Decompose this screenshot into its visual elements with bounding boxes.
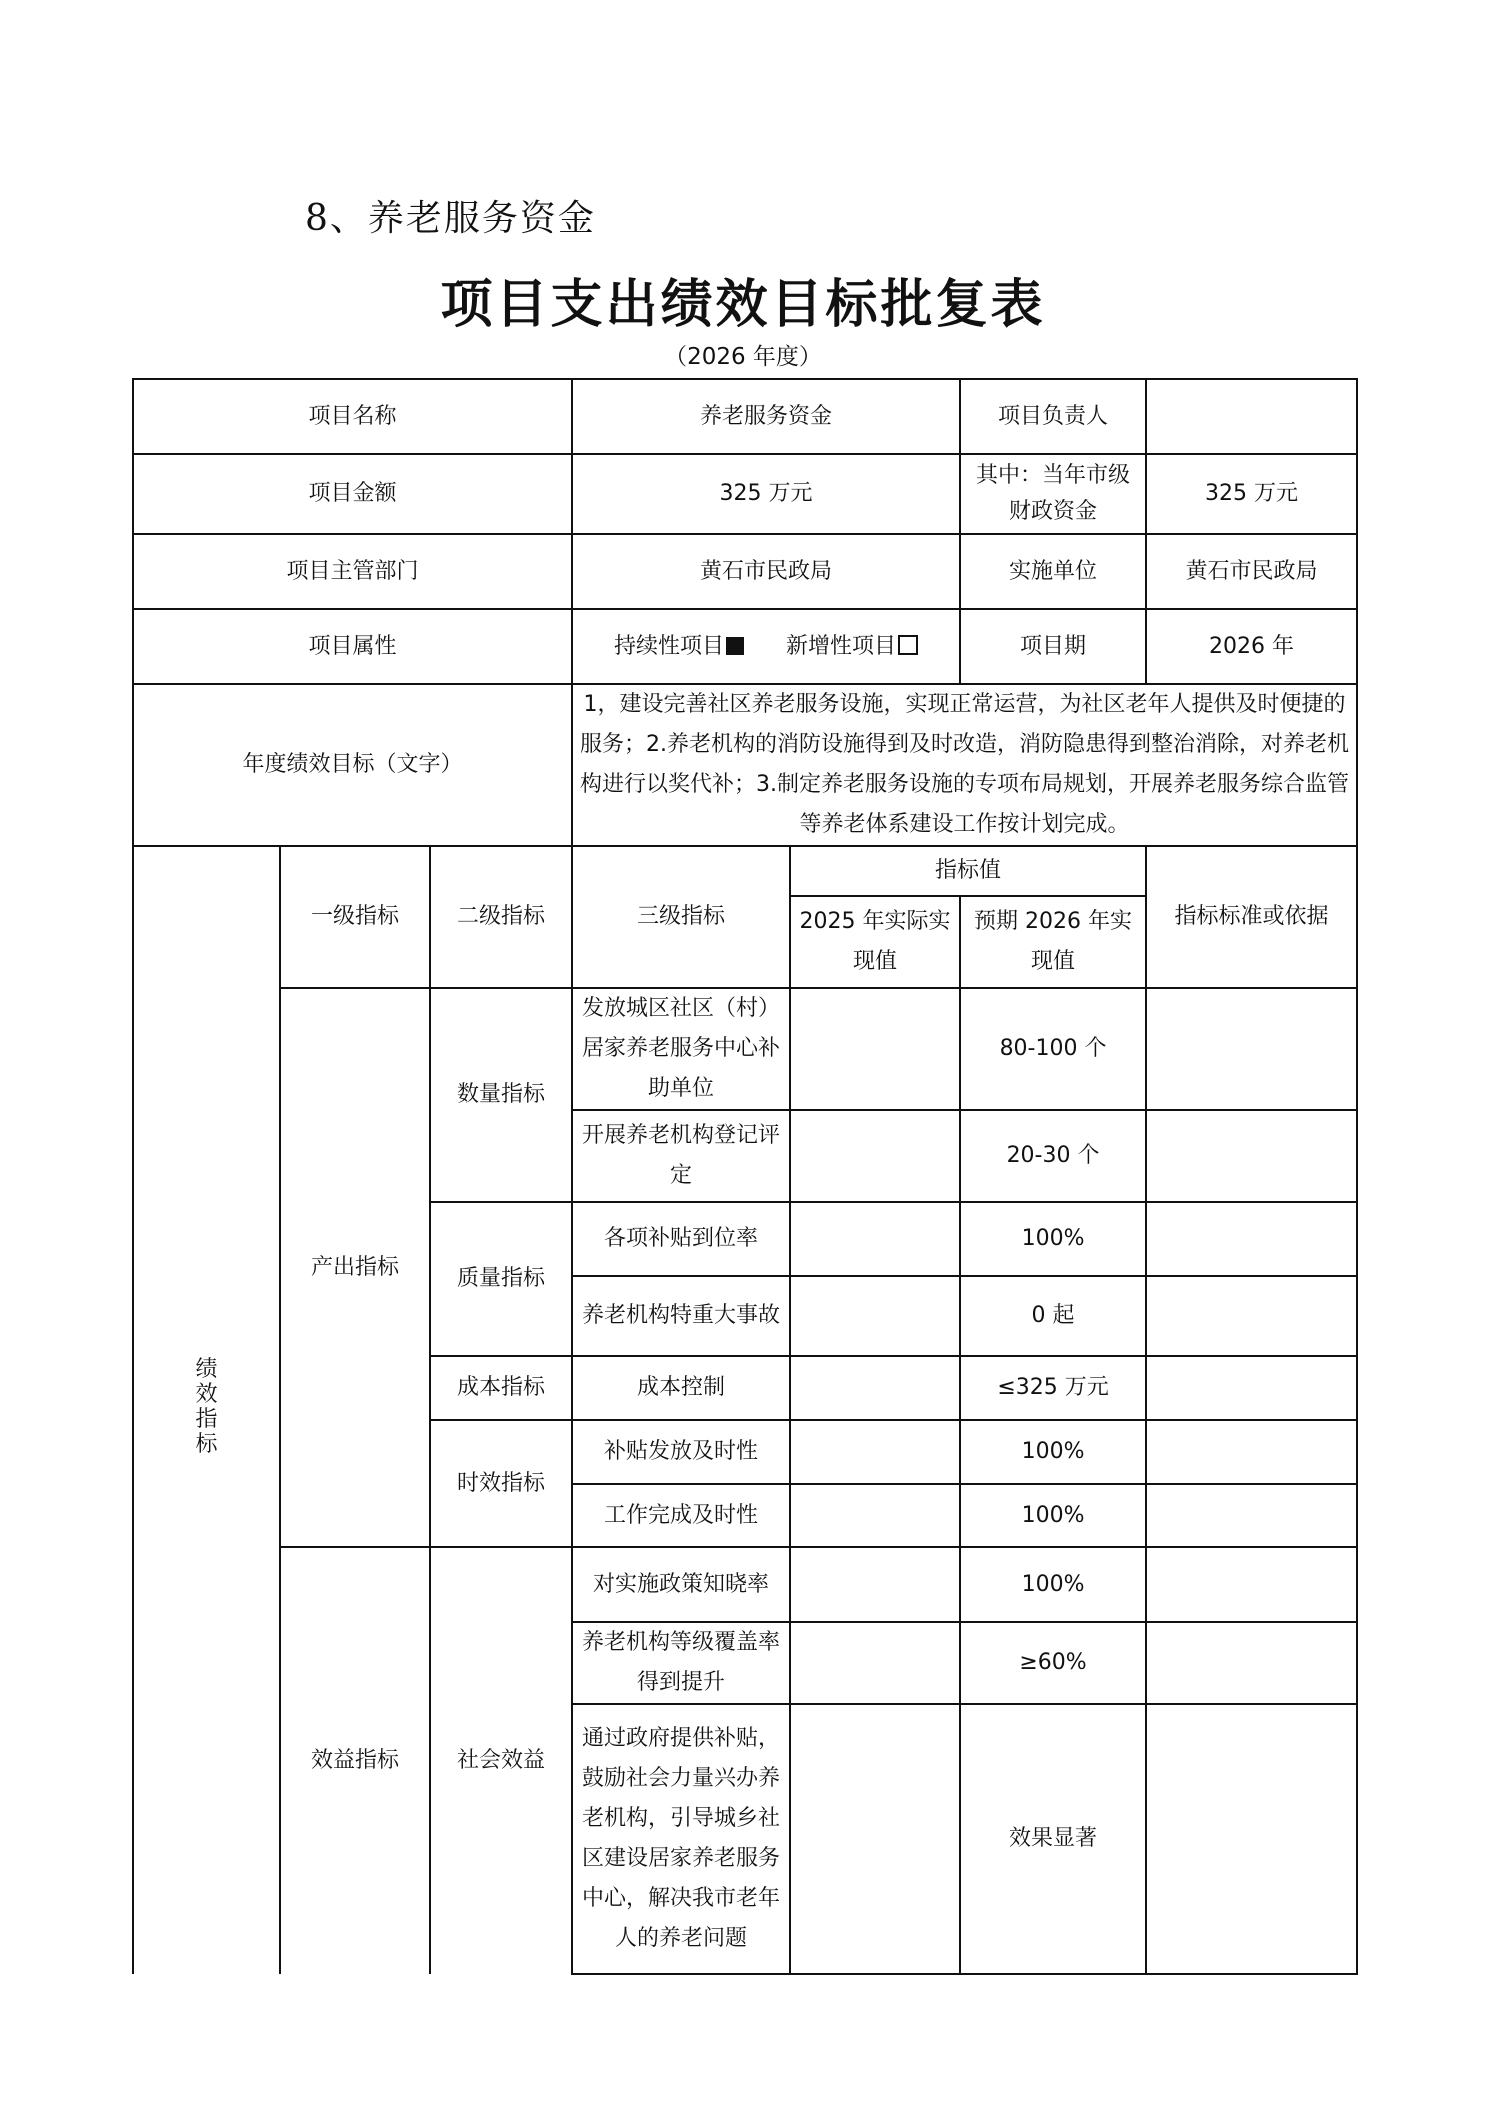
cost-label: 成本指标	[430, 1356, 572, 1420]
row-goal	[133, 684, 1357, 846]
row-project-name	[133, 379, 1357, 454]
level2-header: 二级指标	[430, 846, 572, 988]
fiscal-value: 325 万元	[1146, 454, 1357, 534]
s1-value: 100%	[960, 1547, 1146, 1622]
perf-label: 绩效指标	[133, 846, 280, 1974]
actual-2025-header: 2025 年实际实现值	[790, 896, 960, 988]
s1-name: 对实施政策知晓率	[572, 1547, 790, 1622]
s2-name: 养老机构等级覆盖率得到提升	[572, 1622, 790, 1704]
amount-label: 项目金额	[133, 454, 572, 534]
expected-2026-header: 预期 2026 年实现值	[960, 896, 1146, 988]
q2-value: 20-30 个	[960, 1110, 1146, 1202]
table-row	[133, 1547, 1357, 1622]
table-row	[133, 988, 1357, 1110]
value-group-header: 指标值	[790, 846, 1146, 896]
t1-name: 补贴发放及时性	[572, 1420, 790, 1484]
fiscal-year: （2026 年度）	[664, 344, 822, 370]
t1-value: 100%	[960, 1420, 1146, 1484]
standard-header: 指标标准或依据	[1146, 846, 1357, 988]
benefit-label: 效益指标	[280, 1547, 430, 1974]
period-label: 项目期	[960, 609, 1146, 684]
attr-continuous: 持续性项目	[614, 633, 725, 659]
period-value: 2026 年	[1146, 609, 1357, 684]
dept-value: 黄石市民政局	[572, 534, 960, 609]
ql2-name: 养老机构特重大事故	[572, 1276, 790, 1356]
impl-label: 实施单位	[960, 534, 1146, 609]
attr-value	[572, 609, 960, 684]
row-dept	[133, 534, 1357, 609]
owner-label: 项目负责人	[960, 379, 1146, 454]
amount-value: 325 万元	[572, 454, 960, 534]
ql1-name: 各项补贴到位率	[572, 1202, 790, 1276]
owner-value	[1146, 379, 1357, 454]
row-amount	[133, 454, 1357, 534]
q2-name: 开展养老机构登记评定	[572, 1110, 790, 1202]
q1-name: 发放城区社区（村）居家养老服务中心补助单位	[572, 988, 790, 1110]
dept-label: 项目主管部门	[133, 534, 572, 609]
name-value: 养老服务资金	[572, 379, 960, 454]
unchecked-box-icon	[898, 635, 918, 655]
output-label: 产出指标	[280, 988, 430, 1547]
s3-name: 通过政府提供补贴，鼓励社会力量兴办养老机构，引导城乡社区建设居家养老服务中心，解决我市老年人的养老问题	[572, 1704, 790, 1974]
t2-name: 工作完成及时性	[572, 1484, 790, 1547]
quality-label: 质量指标	[430, 1202, 572, 1356]
c1-value: ≤325 万元	[960, 1356, 1146, 1420]
level1-header: 一级指标	[280, 846, 430, 988]
indicator-header-row-1	[133, 846, 1357, 896]
quantity-label: 数量指标	[430, 988, 572, 1202]
t2-value: 100%	[960, 1484, 1146, 1547]
s2-value: ≥60%	[960, 1622, 1146, 1704]
goal-label: 年度绩效目标（文字）	[133, 684, 572, 846]
page-title: 项目支出绩效目标批复表	[440, 274, 1046, 335]
impl-value: 黄石市民政局	[1146, 534, 1357, 609]
checked-box-icon	[726, 637, 744, 655]
social-label: 社会效益	[430, 1547, 572, 1974]
attr-label: 项目属性	[133, 609, 572, 684]
c1-name: 成本控制	[572, 1356, 790, 1420]
ql1-value: 100%	[960, 1202, 1146, 1276]
approval-table	[132, 378, 1358, 1975]
attr-new: 新增性项目	[786, 633, 897, 659]
goal-value: 1，建设完善社区养老服务设施，实现正常运营，为社区老年人提供及时便捷的服务；2.养老机构的消防设施得到及时改造，消防隐患得到整治消除，对养老机构进行以奖代补；3.制定养老服务设施的专项布局规划，开展养老服务综合监管等养老体系建设工作按计划完成。	[572, 684, 1357, 846]
q1-value: 80-100 个	[960, 988, 1146, 1110]
ql2-value: 0 起	[960, 1276, 1146, 1356]
name-label: 项目名称	[133, 379, 572, 454]
s3-value: 效果显著	[960, 1704, 1146, 1974]
fiscal-label: 其中：当年市级财政资金	[960, 454, 1146, 534]
level3-header: 三级指标	[572, 846, 790, 988]
timeliness-label: 时效指标	[430, 1420, 572, 1547]
row-attr	[133, 609, 1357, 684]
section-title: 8、养老服务资金	[305, 198, 596, 239]
